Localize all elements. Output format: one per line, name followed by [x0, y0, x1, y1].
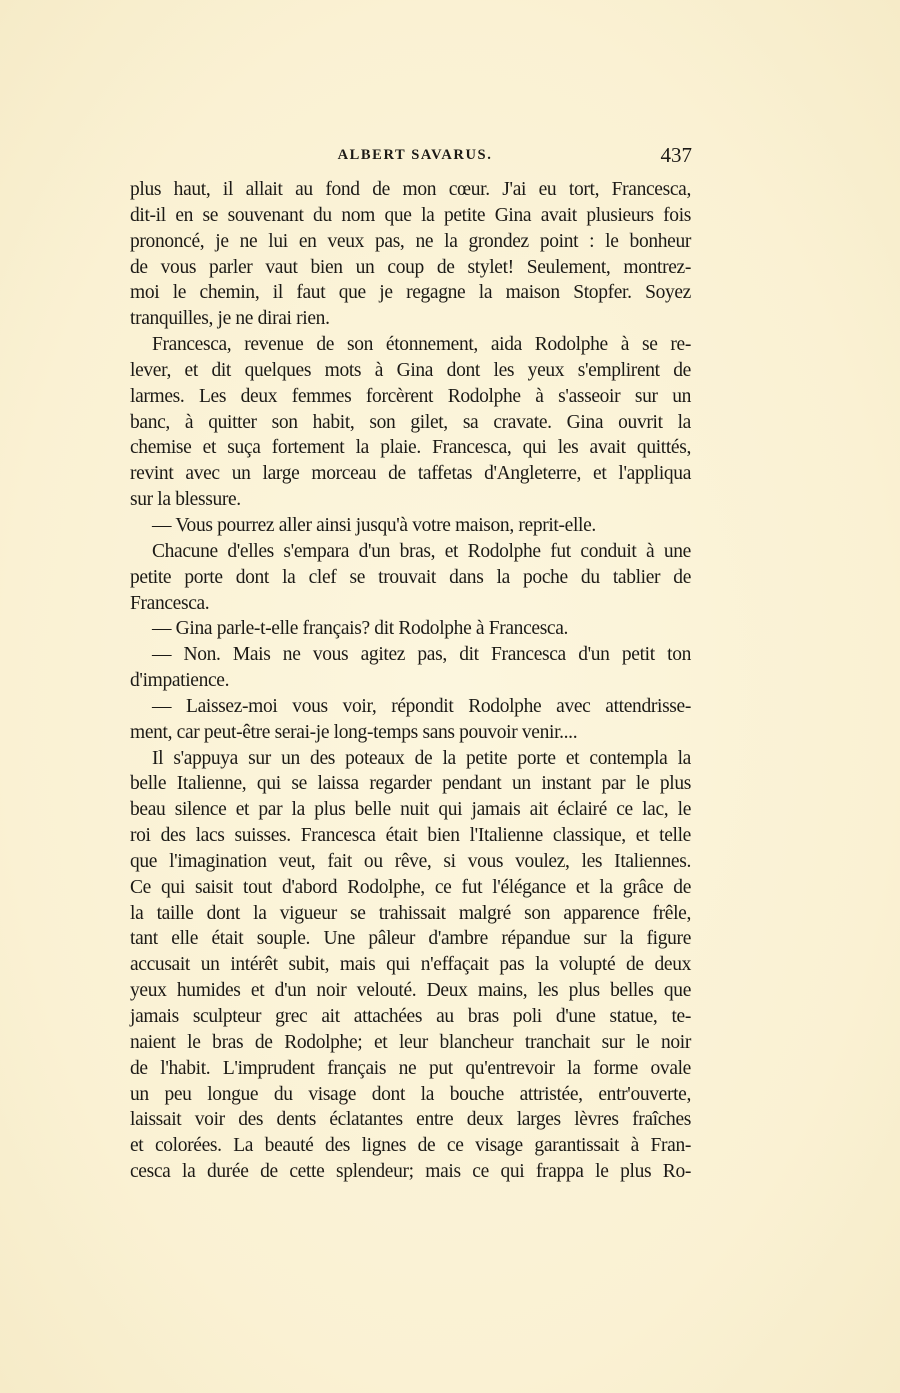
- text-line: prononcé, je ne lui en veux pas, ne la grondez point : le bonheur: [130, 230, 691, 252]
- text-line: que l'imagination veut, fait ou rêve, si vous voulez, les Italiennes.: [130, 850, 691, 872]
- text-line: plus haut, il allait au fond de mon cœur. J'ai eu tort, Francesca,: [130, 179, 691, 200]
- text-line: roi des lacs suisses. Francesca était bien l'Italienne classique, et telle: [130, 825, 691, 847]
- text-line: ment, car peut-être serai-je long-temps sans pouvoir venir....: [130, 721, 578, 743]
- text-line: jamais sculpteur grec ait attachées au bras poli d'une statue, te-: [130, 1006, 691, 1027]
- text-line: Il s'appuya sur un des poteaux de la petite porte et contempla la: [152, 747, 691, 769]
- paragraph: [130, 539, 691, 617]
- paragraph: [130, 332, 691, 513]
- text-line: moi le chemin, il faut que je regagne la maison Stopfer. Soyez: [130, 282, 691, 304]
- text-line: la taille dont la vigueur se trahissait malgré son apparence frêle,: [130, 902, 691, 924]
- text-line: — Non. Mais ne vous agitez pas, dit Francesca d'un petit ton: [152, 644, 691, 666]
- text-line: accusait un intérêt subit, mais qui n'effaçait pas la volupté de deux: [130, 954, 691, 976]
- paragraph: [130, 694, 691, 746]
- text-line: revint avec un large morceau de taffetas d'Angleterre, et l'appliqua: [130, 463, 691, 485]
- text-line: beau silence et par la plus belle nuit qui jamais ait éclairé ce lac, le: [130, 799, 691, 821]
- text-line: chemise et suça fortement la plaie. Francesca, qui les avait quittés,: [130, 437, 691, 459]
- text-line: — Vous pourrez aller ainsi jusqu'à votre maison, reprit-elle.: [152, 514, 596, 536]
- paragraph: [130, 177, 691, 332]
- text-line: yeux humides et d'un noir velouté. Deux mains, les plus belles que: [130, 980, 691, 1002]
- text-line: tranquilles, je ne dirai rien.: [130, 308, 330, 330]
- running-title: ALBERT SAVARUS.: [337, 147, 493, 163]
- paragraph: [130, 642, 691, 694]
- text-line: petite porte dont la clef se trouvait dans la poche du tablier de: [130, 566, 691, 588]
- text-line: Francesca.: [130, 592, 210, 614]
- text-line: cesca la durée de cette splendeur; mais ce qui frappa le plus Ro-: [130, 1161, 691, 1183]
- page-number: 437: [660, 143, 692, 167]
- text-line: et colorées. La beauté des lignes de ce visage garantissait à Fran-: [130, 1135, 691, 1157]
- text-line: — Gina parle-t-elle français? dit Rodolphe à Francesca.: [152, 618, 569, 640]
- text-line: Chacune d'elles s'empara d'un bras, et Rodolphe fut conduit à une: [152, 540, 691, 562]
- text-line: d'impatience.: [130, 670, 230, 692]
- text-line: de vous parler vaut bien un coup de stylet! Seulement, montrez-: [130, 256, 691, 278]
- paragraph: [130, 513, 691, 539]
- text-line: Francesca, revenue de son étonnement, aida Rodolphe à se re-: [152, 334, 691, 356]
- text-line: laissait voir des dents éclatantes entre deux larges lèvres fraîches: [130, 1109, 691, 1131]
- text-line: dit-il en se souvenant du nom que la petite Gina avait plusieurs fois: [130, 204, 691, 226]
- text-line: — Laissez-moi vous voir, répondit Rodolphe avec attendrisse-: [152, 695, 691, 717]
- text-line: larmes. Les deux femmes forcèrent Rodolphe à s'asseoir sur un: [130, 385, 691, 407]
- paragraph: [130, 616, 691, 642]
- paragraph: [130, 746, 691, 1185]
- body-text: [130, 177, 691, 1185]
- text-line: naient le bras de Rodolphe; et leur blancheur tranchait sur le noir: [130, 1031, 691, 1053]
- text-line: sur la blessure.: [130, 489, 241, 511]
- text-line: un peu longue du visage dont la bouche attristée, entr'ouverte,: [130, 1083, 691, 1105]
- text-line: belle Italienne, qui se laissa regarder pendant un instant par le plus: [130, 773, 691, 795]
- text-line: Ce qui saisit tout d'abord Rodolphe, ce fut l'élégance et la grâce de: [130, 876, 691, 898]
- text-line: banc, à quitter son habit, son gilet, sa cravate. Gina ouvrit la: [130, 411, 691, 433]
- text-line: de l'habit. L'imprudent français ne put qu'entrevoir la forme ovale: [130, 1057, 691, 1079]
- text-line: tant elle était souple. Une pâleur d'ambre répandue sur la figure: [130, 928, 691, 950]
- text-line: lever, et dit quelques mots à Gina dont les yeux s'emplirent de: [130, 359, 691, 381]
